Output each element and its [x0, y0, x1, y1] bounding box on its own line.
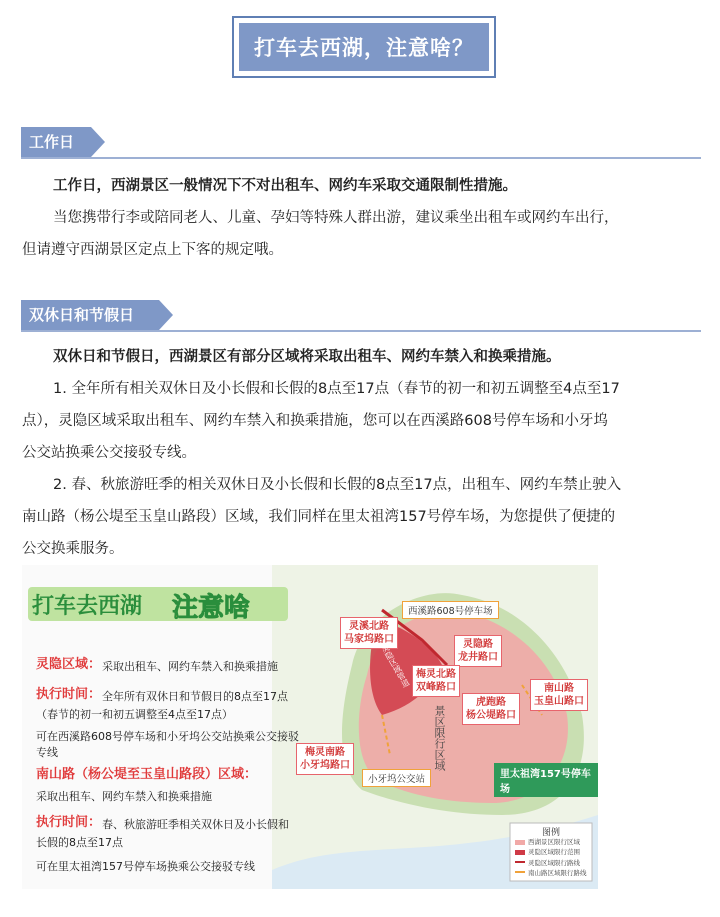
map-tag-xixi: 西溪路608号停车场	[402, 601, 499, 619]
paragraph: 1. 全年所有相关双休日及小长假和长假的8点至17点（春节的初一和初五调整至4点至17	[53, 381, 620, 397]
map-banner-a: 打车去西湖	[32, 593, 143, 619]
map-tag-nanshan: 南山路 玉皇山路口	[530, 679, 588, 711]
legend-note: 可在西溪路608号停车场和小牙坞公交站换乘公交接驳	[36, 730, 299, 743]
legend-label: 灵隐区域：	[36, 657, 102, 672]
map-tag-meiling-n: 梅灵北路 双峰路口	[412, 665, 460, 697]
map-banner-b: 注意啥	[172, 593, 251, 623]
map-zone-label: 景区限行区域	[433, 705, 446, 771]
paragraph: 2. 春、秋旅游旺季的相关双休日及小长假和长假的8点至17点，出租车、网约车禁止驶入	[53, 477, 622, 493]
paragraph: 点），灵隐区域采取出租车、网约车禁入和换乘措施，您可以在西溪路608号停车场和小牙坞	[22, 413, 608, 429]
map-key-item: 南山路区域限行路线	[528, 869, 587, 877]
legend-label: 执行时间：	[36, 815, 102, 830]
divider	[21, 330, 701, 332]
map-infographic	[22, 565, 598, 889]
map-key-item: 灵隐区域限行路线	[528, 859, 580, 867]
map-key-item: 西湖景区限行区域	[528, 838, 580, 846]
paragraph: 公交站换乘公交接驳专线。	[22, 445, 196, 461]
page-title: 打车去西湖，注意啥？	[239, 23, 489, 71]
map-road-label: 灵隐区域管道	[379, 642, 412, 689]
paragraph: 双休日和节假日，西湖景区有部分区域将采取出租车、网约车禁入和换乘措施。	[53, 349, 561, 365]
arrow-icon	[91, 127, 105, 157]
arrow-icon	[159, 300, 173, 330]
legend-label: 南山路（杨公堤至玉皇山路段）区域：	[36, 767, 258, 782]
section-label: 双休日和节假日	[21, 300, 159, 330]
map-key-title: 图例	[542, 828, 561, 838]
map-tag-litai: 里太祖湾157号停车场	[494, 763, 598, 797]
paragraph: 南山路（杨公堤至玉皇山路段）区域，我们同样在里太祖湾157号停车场，为您提供了便捷的	[22, 509, 616, 525]
paragraph: 公交换乘服务。	[22, 541, 124, 557]
map-tag-hupao: 虎跑路 杨公堤路口	[462, 693, 520, 725]
map-tag-lingxi: 灵溪北路 马家坞路口	[340, 617, 398, 649]
legend-text: 采取出租车、网约车禁入和换乘措施	[102, 660, 278, 673]
map-tag-lingyin: 灵隐路 龙井路口	[454, 635, 502, 667]
legend-note: 长假的8点至17点	[36, 836, 123, 849]
paragraph: 但请遵守西湖景区定点上下客的规定哦。	[22, 242, 283, 258]
legend-note: 可在里太祖湾157号停车场换乘公交接驳专线	[36, 860, 255, 873]
legend-note: 专线	[36, 746, 58, 759]
paragraph: 当您携带行李或陪同老人、儿童、孕妇等特殊人群出游，建议乘坐出租车或网约车出行，	[53, 210, 619, 226]
map-tag-xiaoyawu: 小牙坞公交站	[362, 769, 431, 787]
legend-note: 采取出租车、网约车禁入和换乘措施	[36, 790, 212, 803]
legend-label: 执行时间：	[36, 687, 102, 702]
divider	[21, 157, 701, 159]
map-tag-meiling-s: 梅灵南路 小牙坞路口	[296, 743, 354, 775]
map-key-item: 灵隐区域限行范围	[528, 848, 580, 856]
title-box	[232, 16, 496, 78]
legend-text: 春、秋旅游旺季相关双休日及小长假和	[102, 818, 289, 831]
paragraph: 工作日，西湖景区一般情况下不对出租车、网约车采取交通限制性措施。	[53, 178, 517, 194]
section-label: 工作日	[21, 127, 91, 157]
legend-note: （春节的初一和初五调整至4点至17点）	[36, 708, 233, 721]
legend-text: 全年所有双休日和节假日的8点至17点	[102, 690, 288, 703]
